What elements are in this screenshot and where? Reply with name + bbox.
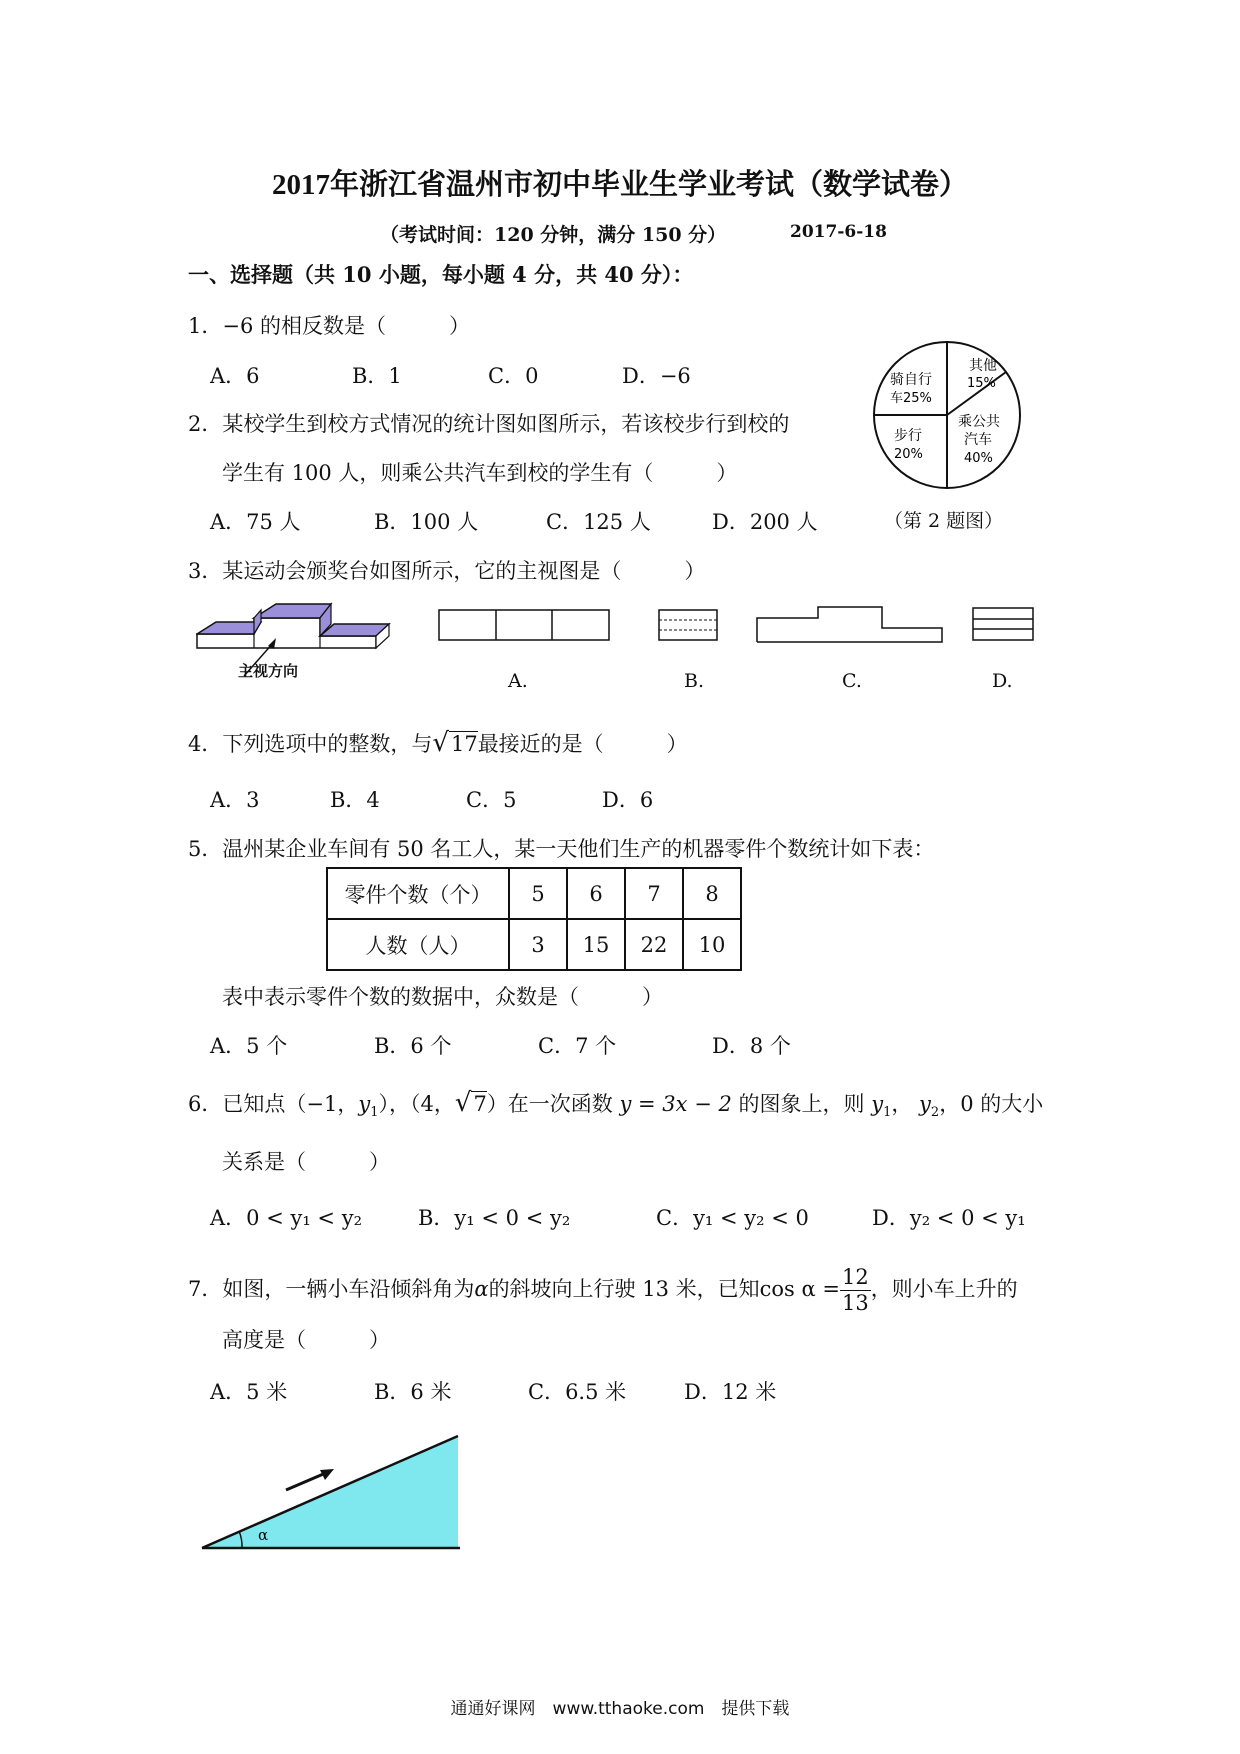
q7-option-d: D．12 米: [684, 1380, 777, 1404]
q6-option-a: A．0 < y₁ < y₂: [210, 1206, 362, 1230]
q2-option-d: D．200 人: [712, 510, 818, 534]
q6-function: y = 3x − 2: [619, 1092, 732, 1116]
q3-option-a-label: A.: [508, 670, 528, 692]
table-cell: 22: [625, 919, 683, 970]
q7-option-c: C．6.5 米: [528, 1380, 627, 1404]
q2-stem-line2: 学生有 100 人，则乘公共汽车到校的学生有（ ）: [222, 461, 738, 485]
table-cell: 10: [683, 919, 741, 970]
q6-text: 的图象上，则: [738, 1092, 865, 1116]
pie-label-bike: 骑自行: [890, 372, 932, 388]
q3-option-d-figure: [972, 607, 1036, 643]
pie-value-bus: 40%: [964, 451, 993, 466]
q5-question: 表中表示零件个数的数据中，众数是（ ）: [222, 985, 663, 1009]
pie-value-walk: 20%: [894, 447, 923, 462]
q4-radicand: 17: [450, 732, 478, 756]
q2-figure-caption: （第 2 题图）: [884, 510, 1004, 532]
table-row-header: 人数（人）: [327, 919, 509, 970]
q2-pie-chart: [868, 336, 1026, 494]
q6-radicand: 7: [473, 1092, 487, 1116]
q4-prefix: 4．下列选项中的整数，与: [188, 732, 433, 756]
q5-option-d: D．8 个: [712, 1034, 791, 1058]
q6-option-d: D．y₂ < 0 < y₁: [872, 1206, 1026, 1230]
table-row-header: 零件个数（个）: [327, 868, 509, 919]
q2-option-c: C．125 人: [546, 510, 651, 534]
q7-option-b: B．6 米: [374, 1380, 452, 1404]
q1-option-c: C．0: [488, 364, 539, 388]
q1-stem: 1．−6 的相反数是（ ）: [188, 314, 470, 338]
q6-text: ），（4，: [378, 1092, 455, 1116]
q1-option-a: A．6: [210, 364, 260, 388]
sqrt-symbol: √: [454, 1088, 472, 1118]
pie-label-walk: 步行: [894, 428, 922, 444]
q3-option-b-label: B.: [684, 670, 705, 692]
q7-option-a: A．5 米: [210, 1380, 288, 1404]
q3-view-direction-label: 主视方向: [238, 662, 299, 680]
fraction-numerator: 12: [841, 1265, 869, 1289]
table-row: [327, 919, 741, 970]
alpha-symbol: α: [474, 1277, 489, 1301]
q5-stem: 5．温州某企业车间有 50 名工人，某一天他们生产的机器零件个数统计如下表：: [188, 837, 935, 861]
q4-option-a: A．3: [210, 788, 260, 812]
q5-option-c: C．7 个: [538, 1034, 617, 1058]
table-cell: 8: [683, 868, 741, 919]
q1-option-d: D．−6: [622, 364, 691, 388]
q6-text: ）在一次函数: [486, 1092, 613, 1116]
q5-data-table: [326, 867, 742, 971]
q7-text: ，则小车上升的: [870, 1277, 1018, 1301]
cos-expression: cos α =: [759, 1277, 840, 1301]
q7-text: 的斜坡向上行驶 13 米，已知: [488, 1277, 760, 1301]
table-cell: 6: [567, 868, 625, 919]
angle-alpha-label: α: [258, 1526, 269, 1544]
q2-stem-line1: 2．某校学生到校方式情况的统计图如图所示，若该校步行到校的: [188, 412, 790, 436]
q2-option-b: B．100 人: [374, 510, 479, 534]
table-cell: 5: [509, 868, 567, 919]
q4-option-d: D．6: [602, 788, 654, 812]
pie-label-bus-2: 汽车: [964, 432, 992, 448]
section-heading: 一、选择题（共 10 小题，每小题 4 分，共 40 分）：: [188, 262, 694, 287]
exam-date: 2017-6-18: [790, 222, 887, 242]
q6-text: ，0 的大小: [939, 1092, 1044, 1116]
sqrt-symbol: √: [432, 728, 449, 758]
table-cell: 3: [509, 919, 567, 970]
q3-stem: 3．某运动会颁奖台如图所示，它的主视图是（ ）: [188, 559, 706, 583]
table-cell: 15: [567, 919, 625, 970]
pie-label-bus: 乘公共: [958, 414, 1000, 430]
exam-info: （考试时间：120 分钟，满分 150 分）: [380, 224, 727, 246]
q4-option-b: B．4: [330, 788, 380, 812]
q4-stem: [188, 728, 688, 758]
page-title: 2017年浙江省温州市初中毕业生学业考试（数学试卷）: [271, 169, 968, 201]
q6-option-b: B．y₁ < 0 < y₂: [418, 1206, 571, 1230]
table-row: [327, 868, 741, 919]
pie-value-bike: 车25%: [890, 391, 932, 406]
q6-stem-line1: 6．已知点（−1，$y_1$），（4，√7）在一次函数 y = 3x − 2 的图象上，则 $y_1$， $y_2$，0 的大小: [188, 1088, 1044, 1121]
q2-option-a: A．75 人: [210, 510, 301, 534]
pie-label-other: 其他: [969, 358, 997, 374]
q3-option-c-label: C.: [842, 670, 862, 692]
pie-value-other: 15%: [967, 376, 996, 391]
q7-stem-line1: [188, 1254, 1018, 1324]
q3-option-a-figure: [438, 609, 612, 643]
q5-option-b: B．6 个: [374, 1034, 452, 1058]
q5-option-a: A．5 个: [210, 1034, 288, 1058]
q3-option-b-figure: [658, 609, 720, 643]
q3-option-c-figure: [756, 604, 944, 644]
q6-option-c: C．y₁ < y₂ < 0: [656, 1206, 809, 1230]
q3-option-d-label: D.: [992, 670, 1013, 692]
table-cell: 7: [625, 868, 683, 919]
q1-option-b: B．1: [352, 364, 402, 388]
q4-option-c: C．5: [466, 788, 517, 812]
q7-slope-figure: [196, 1430, 466, 1554]
q4-suffix: 最接近的是（ ）: [477, 732, 688, 756]
q6-text: 6．已知点（−1，: [188, 1092, 359, 1116]
q7-text: 7．如图，一辆小车沿倾斜角为: [188, 1277, 475, 1301]
q7-stem-line2: 高度是（ ）: [222, 1328, 390, 1352]
fraction: [840, 1267, 871, 1314]
fraction-denominator: 13: [841, 1291, 869, 1315]
q6-stem-line2: 关系是（ ）: [222, 1150, 390, 1174]
footer-credit: 通通好课网 www.tthaoke.com 提供下载: [450, 1699, 790, 1719]
